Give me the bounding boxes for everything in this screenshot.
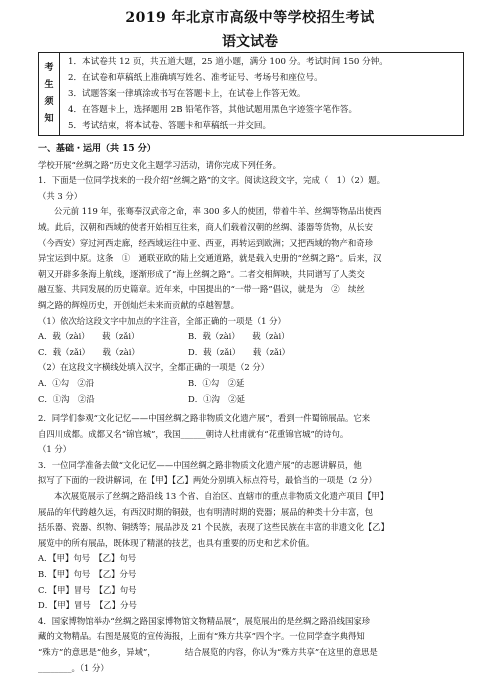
passage-line: 本次展览展示了丝绸之路沿线 13 个省、自治区、直辖市的重点非物质文化遗产项目【甲】 bbox=[54, 491, 389, 502]
notice-item: 5．考试结束，将本试卷、答题卡和草稿纸一并交回。 bbox=[68, 121, 272, 131]
candidate-notice-box bbox=[38, 52, 464, 136]
question-2-stem: 自四川成都。成都又名“锦官城”，我国______朝诗人杜甫就有“花重锦官城”的诗句。 bbox=[38, 428, 349, 439]
notice-label-char: 知 bbox=[44, 114, 54, 124]
notice-item: 2．在试卷和草稿纸上准确填写姓名、准考证号、考场号和座位号。 bbox=[68, 73, 323, 83]
options-row bbox=[38, 376, 466, 392]
question-4-stem: 4．国家博物馆举办“丝绸之路国家博物馆文物精品展”，展览展出的是丝绸之路沿线国家珍 bbox=[38, 615, 371, 626]
options-row bbox=[38, 329, 466, 345]
options-row bbox=[38, 392, 466, 408]
subquestion-2: （2）在这段文字横线处填入汉字，全都正确的一项是（2 分） bbox=[38, 362, 270, 373]
notice-label bbox=[39, 53, 60, 136]
passage-line: （今西安）穿过河西走廊，经西域运往中亚、西亚，再转运到欧洲；又把西域的物产和奇珍 bbox=[38, 237, 373, 248]
subquestion-1: （1）依次给这段文字中加点的字注音，全部正确的一项是（1 分） bbox=[38, 315, 286, 326]
notice-label-char: 生 bbox=[44, 80, 54, 90]
notice-item: 1．本试卷共 12 页，共五道大题，25 道小题，满分 100 分。考试时间 150 分钟。 bbox=[68, 57, 388, 67]
passage-line: 域。此后，汉朝和西域的使者开始相互往来，商人们载着汉朝的丝绸、漆器等货物，从长安 bbox=[38, 221, 373, 232]
question-3-stem: 拟写了下面的一段讲解词，在【甲】【乙】两处分别填入标点符号，最恰当的一项是（2 分） bbox=[38, 475, 377, 486]
notice-label-char: 须 bbox=[44, 97, 54, 107]
option-d: D．【甲】冒号 【乙】分号 bbox=[38, 600, 137, 611]
notice-items bbox=[60, 53, 464, 136]
options-row bbox=[38, 345, 466, 361]
passage-line: 绸之路的辉煌历史，开创灿烂未来而贡献的卓越智慧。 bbox=[38, 299, 239, 310]
passage-line: 朝又开辟多条海上航线，逐渐形成了“海上丝绸之路”。二者交相辉映，共同谱写了人类交 bbox=[38, 268, 365, 279]
option-c: C．【甲】冒号 【乙】句号 bbox=[38, 584, 137, 595]
option-d: D．载（zǎi） 载（zǎi） bbox=[188, 346, 291, 357]
question-2-points: （1 分） bbox=[38, 444, 72, 455]
section-heading: 一、基础・运用（共 15 分） bbox=[38, 144, 156, 154]
passage-line: 异宝运到中原。这条 ① 通联亚欧的陆上交通道路，就是载入史册的“丝绸之路”。后来，汉 bbox=[38, 253, 382, 264]
passage-line: 公元前 119 年，张骞奉汉武帝之命，率 300 多人的使团，带着牛羊、丝绸等物品出使西 bbox=[54, 206, 382, 217]
option-a: A．【甲】句号 【乙】句号 bbox=[38, 553, 137, 564]
option-a: A．载（zài） 载（zǎi） bbox=[38, 331, 140, 342]
question-4-stem: “殊方”的意思是“他乡，异域”， 结合展览的内容，你认为“殊方共享”在这里的意思是 bbox=[38, 647, 378, 657]
option-c: C．①沟 ②沿 bbox=[38, 393, 95, 404]
exam-title: 2019 年北京市高级中等学校招生考试 bbox=[125, 10, 375, 26]
exam-subtitle: 语文试卷 bbox=[222, 34, 278, 50]
passage-line: 展览中的所有展品，既体现了精湛的技艺，也具有重要的历史和艺术价值。 bbox=[38, 537, 315, 548]
question-1-stem: 1．下面是一位同学找来的一段介绍“丝绸之路”的文字。阅读这段文字，完成（ 1）（2）题。 bbox=[38, 175, 385, 186]
option-a: A．①勾 ②沿 bbox=[38, 377, 95, 388]
section-intro: 学校开展“丝绸之路”历史文化主题学习活动，请你完成下列任务。 bbox=[38, 159, 282, 170]
notice-item: 4．在答题卡上，选择题用 2B 铅笔作答，其他试题用黑色字迹签字笔作答。 bbox=[68, 105, 358, 115]
question-4-stem: 藏的文物精品。右图是展览的宣传海报，上面有“殊方共享”四个字。一位同学查字典得知 bbox=[38, 631, 365, 642]
passage-line: 融互鉴、共同发展的历史篇章。近年来，中国提出的“一带一路”倡议，就是为 ② 续丝 bbox=[38, 284, 365, 295]
exam-body bbox=[38, 142, 466, 676]
question-2-stem: 2．同学们参观“文化记忆——中国丝绸之路非物质文化遗产展”，看到一件蜀锦展品。它来 bbox=[38, 413, 371, 424]
option-b: B．①勾 ②延 bbox=[188, 377, 245, 388]
option-b: B．载（zài） 载（zài） bbox=[188, 331, 290, 342]
option-b: B．【甲】句号 【乙】分号 bbox=[38, 569, 137, 580]
question-1-points: （共 3 分） bbox=[38, 190, 83, 201]
question-4-blank: ________。（1 分） bbox=[38, 662, 109, 673]
option-c: C．载（zǎi） 载（zài） bbox=[38, 346, 140, 357]
passage-line: 展品的年代跨越久远，有西汉时期的铜鼓，也有明清时期的瓷器；展品的种类十分丰富，包 bbox=[38, 506, 373, 517]
notice-item: 3．试题答案一律填涂或书写在答题卡上，在试卷上作答无效。 bbox=[68, 89, 306, 99]
question-3-stem: 3．一位同学准备去做“文化记忆——中国丝绸之路非物质文化遗产展”的志愿讲解员，他 bbox=[38, 459, 362, 470]
option-d: D．①沟 ②延 bbox=[188, 393, 245, 404]
passage-line: 括乐器、瓷器、织物、铜绣等；展品涉及 21 个民族，表现了这些民族在丰富的非遗文化【乙】 bbox=[38, 522, 389, 533]
notice-label-char: 考 bbox=[44, 63, 54, 73]
